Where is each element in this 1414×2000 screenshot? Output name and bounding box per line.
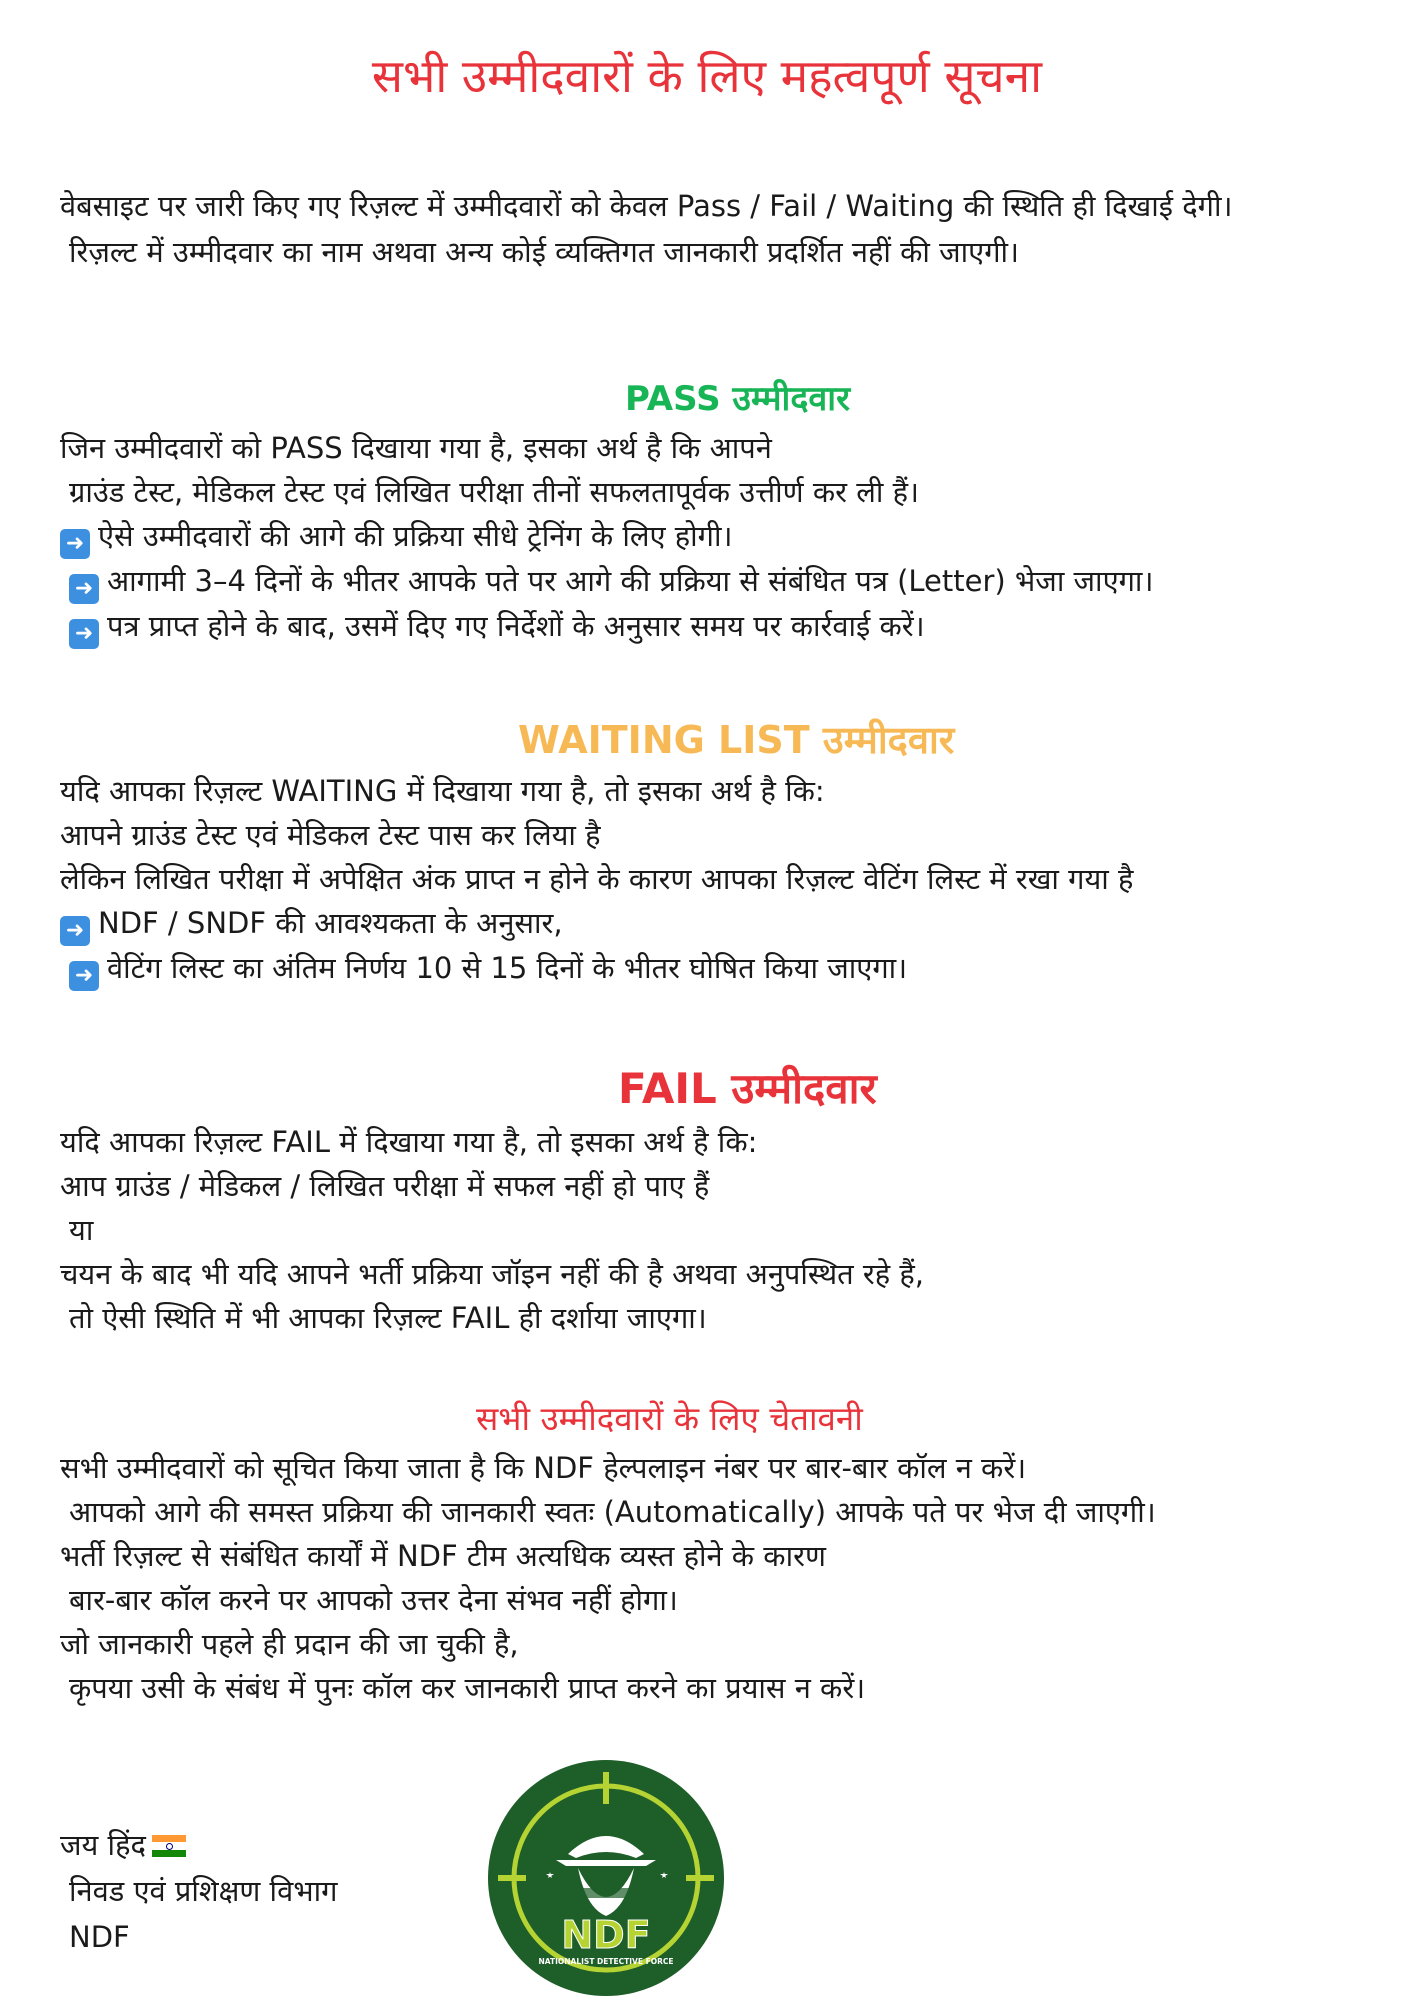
signoff-department: निवड एवं प्रशिक्षण विभाग bbox=[69, 1874, 338, 1908]
warning-line: भर्ती रिज़ल्ट से संबंधित कार्यों में NDF टीम अत्यधिक व्यस्त होने के कारण bbox=[60, 1539, 826, 1573]
waiting-line: यदि आपका रिज़ल्ट WAITING में दिखाया गया है, तो इसका अर्थ है कि: bbox=[60, 774, 825, 808]
india-flag-icon bbox=[152, 1835, 186, 1857]
right-arrow-icon: ➜ bbox=[69, 619, 99, 649]
page-title: सभी उम्मीदवारों के लिए महत्वपूर्ण सूचना bbox=[371, 49, 1043, 103]
fail-line: यदि आपका रिज़ल्ट FAIL में दिखाया गया है, तो इसका अर्थ है कि: bbox=[60, 1125, 758, 1159]
logo-mask bbox=[582, 1888, 630, 1898]
right-arrow-icon: ➜ bbox=[69, 961, 99, 991]
warning-section bbox=[60, 1394, 1380, 1710]
pass-section bbox=[60, 374, 1380, 649]
intro-line: वेबसाइट पर जारी किए गए रिज़ल्ट में उम्मीदवारों को केवल Pass / Fail / Waiting की स्थिति ही दिखाई देगी। bbox=[60, 189, 1233, 223]
waiting-bullet bbox=[60, 946, 1380, 991]
pass-heading: PASS उम्मीदवार bbox=[625, 379, 851, 419]
fail-line: आप ग्राउंड / मेडिकल / लिखित परीक्षा में सफल नहीं हो पाए हैं bbox=[60, 1169, 710, 1203]
pass-bullet-text: पत्र प्राप्त होने के बाद, उसमें दिए गए निर्देशों के अनुसार समय पर कार्रवाई करें। bbox=[107, 609, 925, 643]
signoff bbox=[60, 1822, 337, 1960]
fail-heading: FAIL उम्मीदवार bbox=[618, 1064, 877, 1113]
waiting-line: लेकिन लिखित परीक्षा में अपेक्षित अंक प्राप्त न होने के कारण आपका रिज़ल्ट वेटिंग लिस्ट में रखा गया है bbox=[60, 862, 1134, 896]
pass-bullet bbox=[60, 604, 1380, 649]
pass-bullet-text: ऐसे उम्मीदवारों की आगे की प्रक्रिया सीधे ट्रेनिंग के लिए होगी। bbox=[98, 519, 733, 553]
ndf-logo bbox=[486, 1758, 726, 1998]
waiting-section bbox=[60, 713, 1380, 991]
waiting-bullet-text: वेटिंग लिस्ट का अंतिम निर्णय 10 से 15 दिनों के भीतर घोषित किया जाएगा। bbox=[107, 951, 908, 985]
waiting-line: आपने ग्राउंड टेस्ट एवं मेडिकल टेस्ट पास कर लिया है bbox=[60, 818, 601, 852]
warning-line: जो जानकारी पहले ही प्रदान की जा चुकी है, bbox=[60, 1627, 519, 1661]
signoff-greeting bbox=[60, 1822, 337, 1868]
pass-bullet-text: आगामी 3–4 दिनों के भीतर आपके पते पर आगे की प्रक्रिया से संबंधित पत्र (Letter) भेजा जाएगा। bbox=[107, 564, 1154, 598]
intro-line: रिज़ल्ट में उम्मीदवार का नाम अथवा अन्य कोई व्यक्तिगत जानकारी प्रदर्शित नहीं की जाएगी। bbox=[69, 235, 1020, 269]
pass-line: जिन उम्मीदवारों को PASS दिखाया गया है, इसका अर्थ है कि आपने bbox=[60, 431, 772, 465]
logo-hat-brim bbox=[556, 1860, 656, 1866]
pass-bullet bbox=[60, 559, 1380, 604]
waiting-heading: WAITING LIST उम्मीदवार bbox=[518, 718, 955, 762]
warning-line: आपको आगे की समस्त प्रक्रिया की जानकारी स्वतः (Automatically) आपके पते पर भेज दी जाएगी। bbox=[69, 1495, 1156, 1529]
fail-line: चयन के बाद भी यदि आपने भर्ती प्रक्रिया जॉइन नहीं की है अथवा अनुपस्थित रहे हैं, bbox=[60, 1257, 924, 1291]
logo-text: NDF bbox=[561, 1913, 651, 1957]
warning-line: सभी उम्मीदवारों को सूचित किया जाता है कि NDF हेल्पलाइन नंबर पर बार-बार कॉल न करें। bbox=[60, 1451, 1027, 1485]
pass-line: ग्राउंड टेस्ट, मेडिकल टेस्ट एवं लिखित परीक्षा तीनों सफलतापूर्वक उत्तीर्ण कर ली हैं। bbox=[69, 475, 919, 509]
right-arrow-icon: ➜ bbox=[60, 529, 90, 559]
waiting-bullet-text: NDF / SNDF की आवश्यकता के अनुसार, bbox=[98, 906, 563, 940]
signoff-org: NDF bbox=[69, 1920, 130, 1954]
fail-line: तो ऐसी स्थिति में भी आपका रिज़ल्ट FAIL ही दर्शाया जाएगा। bbox=[69, 1301, 707, 1335]
signoff-greeting-text: जय हिंद bbox=[60, 1828, 146, 1862]
right-arrow-icon: ➜ bbox=[60, 916, 90, 946]
pass-bullet bbox=[60, 514, 1380, 559]
fail-section bbox=[60, 1060, 1380, 1340]
warning-line: कृपया उसी के संबंध में पुनः कॉल कर जानकारी प्राप्त करने का प्रयास न करें। bbox=[69, 1671, 866, 1705]
warning-heading: सभी उम्मीदवारों के लिए चेतावनी bbox=[476, 1399, 863, 1438]
intro-section bbox=[60, 183, 1360, 275]
warning-line: बार-बार कॉल करने पर आपको उत्तर देना संभव नहीं होगा। bbox=[69, 1583, 678, 1617]
right-arrow-icon: ➜ bbox=[69, 574, 99, 604]
fail-line: या bbox=[69, 1213, 94, 1247]
waiting-bullet bbox=[60, 901, 1380, 946]
logo-subtext: NATIONALIST DETECTIVE FORCE bbox=[538, 1957, 674, 1966]
